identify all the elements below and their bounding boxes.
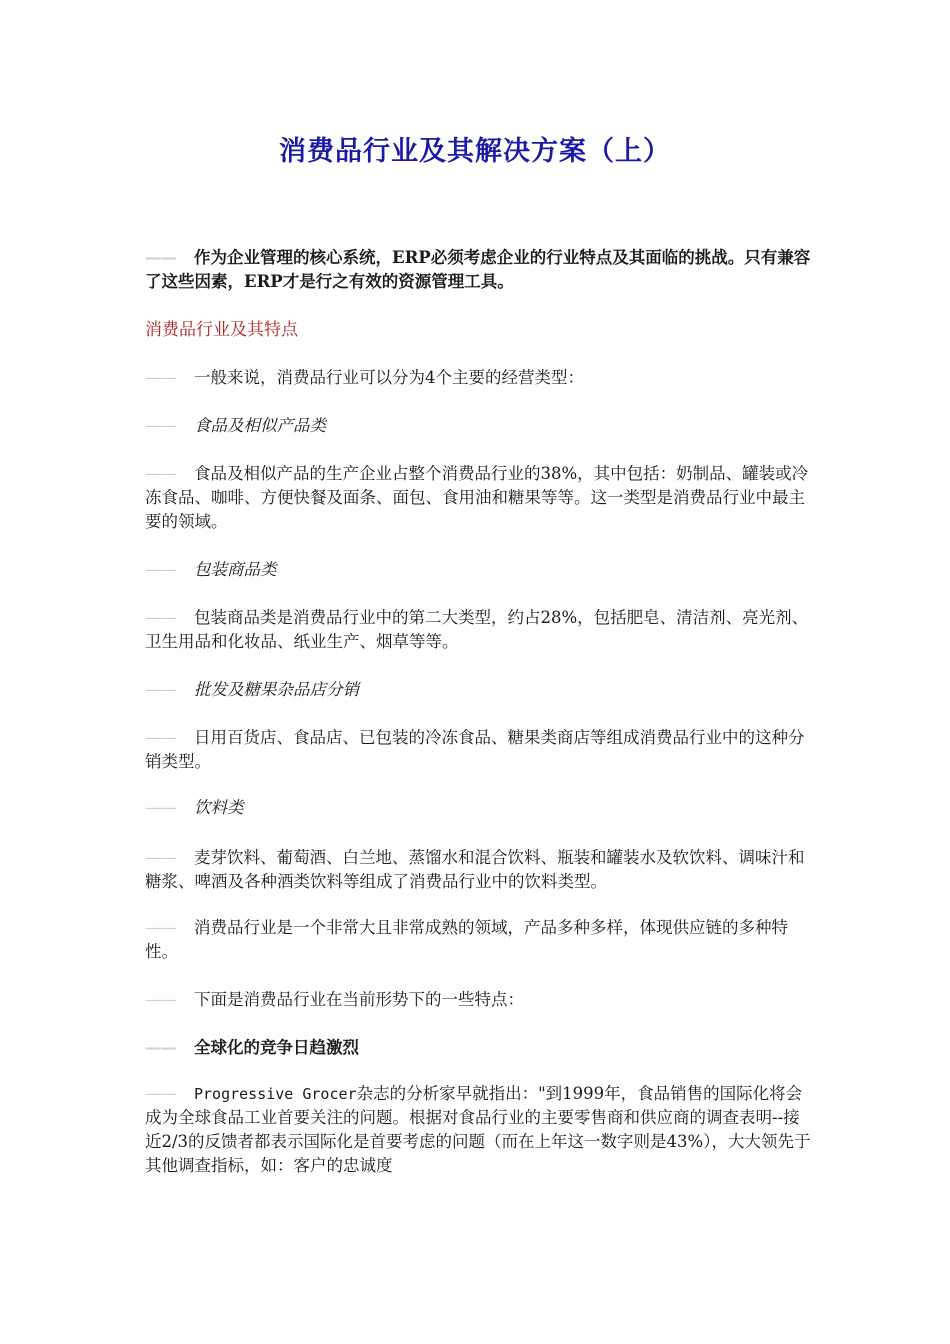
paragraph-features (145, 988, 815, 1012)
paragraph-food (145, 462, 815, 534)
indent-dash: —— (145, 464, 176, 483)
indent-dash: —— (145, 728, 176, 747)
indent-dash: —— (145, 1084, 176, 1103)
paragraph-text: 消费品行业是一个非常大且非常成熟的领域，产品多种多样，体现供应链的多种特性。 (145, 918, 788, 961)
indent-dash: —— (145, 608, 176, 627)
paragraph-text: 下面是消费品行业在当前形势下的一些特点： (194, 990, 524, 1009)
subheading-wholesale (145, 678, 815, 702)
paragraph-grocer (145, 1082, 815, 1178)
indent-dash: —— (145, 1038, 176, 1057)
paragraph-mature (145, 916, 815, 964)
paragraph-text: 一般来说，消费品行业可以分为4个主要的经营类型： (194, 368, 584, 387)
indent-dash: —— (145, 560, 176, 579)
indent-dash: —— (145, 798, 176, 817)
paragraph-text: 包装商品类是消费品行业中的第二大类型，约占28%，包括肥皂、清洁剂、亮光剂、卫生用品和化妆品、纸业生产、烟草等等。 (145, 608, 809, 651)
paragraph-text: 日用百货店、食品店、已包装的冷冻食品、糖果类商店等组成消费品行业中的这种分销类型。 (145, 728, 805, 771)
subheading-text: 包装商品类 (194, 560, 277, 579)
subheading-food (145, 414, 815, 438)
subheading-packaged (145, 558, 815, 582)
indent-dash: —— (145, 680, 176, 699)
subheading-text: 饮料类 (194, 798, 244, 817)
heading-text: 全球化的竞争日趋激烈 (194, 1038, 359, 1057)
indent-dash: —— (145, 248, 176, 267)
document-title: 消费品行业及其解决方案（上） (279, 136, 671, 167)
paragraph-text: 麦芽饮料、葡萄酒、白兰地、蒸馏水和混合饮料、瓶装和罐装水及软饮料、调味汁和糖浆、啤酒及各种酒类饮料等组成了消费品行业中的饮料类型。 (145, 848, 805, 891)
indent-dash: —— (145, 990, 176, 1009)
subheading-text: 食品及相似产品类 (194, 416, 326, 435)
paragraph-text: 食品及相似产品的生产企业占整个消费品行业的38%，其中包括：奶制品、罐装或冷冻食品、咖啡、方便快餐及面条、面包、食用油和糖果等等。这一类型是消费品行业中最主要的领域。 (145, 464, 809, 531)
indent-dash: —— (145, 918, 176, 937)
heading-globalization (145, 1036, 815, 1060)
paragraph-beverage (145, 846, 817, 894)
indent-dash: —— (145, 416, 176, 435)
intro-paragraph (145, 246, 817, 294)
subheading-text: 批发及糖果杂品店分销 (194, 680, 359, 699)
paragraph-text: 杂志的分析家早就指出："到1999年，食品销售的国际化将会成为全球食品工业首要关注的问题。根据对食品行业的主要零售商和供应商的调查表明--接近2/3的反馈者都表示国际化是首要考虑的问题（而在上年这一数字则是43%），大大领先于其他调查指标，如：客户的忠诚度 (145, 1084, 811, 1175)
paragraph-wholesale (145, 726, 815, 774)
indent-dash: —— (145, 848, 176, 867)
indent-dash: —— (145, 368, 176, 387)
subheading-beverage (145, 796, 815, 820)
paragraph-types (145, 366, 815, 390)
magazine-name: Progressive Grocer (194, 1085, 357, 1103)
section-heading: 消费品行业及其特点 (145, 320, 298, 340)
paragraph-packaged (145, 606, 815, 654)
intro-text: 作为企业管理的核心系统，ERP必须考虑企业的行业特点及其面临的挑战。只有兼容了这些因素，ERP才是行之有效的资源管理工具。 (145, 248, 811, 291)
